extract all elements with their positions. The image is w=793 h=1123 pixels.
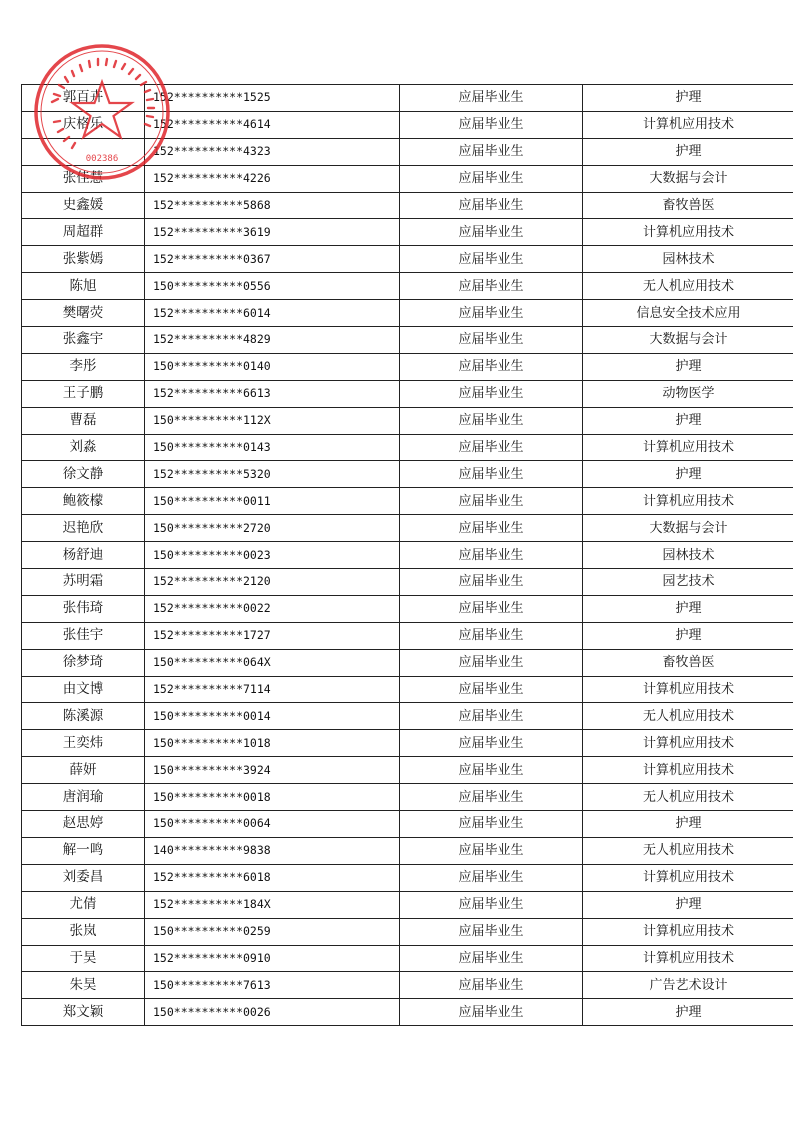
major-cell: 畜牧兽医 bbox=[583, 649, 793, 676]
category-cell: 应届毕业生 bbox=[400, 999, 583, 1026]
table-row bbox=[22, 757, 793, 784]
major-cell: 无人机应用技术 bbox=[583, 273, 793, 300]
id-number-cell: 150**********0140 bbox=[145, 353, 400, 380]
id-number-cell: 152**********3619 bbox=[145, 219, 400, 246]
name-cell: 陈旭 bbox=[22, 273, 145, 300]
major-cell: 无人机应用技术 bbox=[583, 837, 793, 864]
major-cell: 广告艺术设计 bbox=[583, 972, 793, 999]
category-cell: 应届毕业生 bbox=[400, 891, 583, 918]
major-cell: 护理 bbox=[583, 595, 793, 622]
id-number-cell: 152**********5868 bbox=[145, 192, 400, 219]
major-cell: 大数据与会计 bbox=[583, 165, 793, 192]
category-cell: 应届毕业生 bbox=[400, 569, 583, 596]
name-cell: 王奕炜 bbox=[22, 730, 145, 757]
major-cell: 计算机应用技术 bbox=[583, 757, 793, 784]
table-row bbox=[22, 353, 793, 380]
id-number-cell: 152**********6613 bbox=[145, 380, 400, 407]
major-cell: 无人机应用技术 bbox=[583, 784, 793, 811]
category-cell: 应届毕业生 bbox=[400, 165, 583, 192]
category-cell: 应届毕业生 bbox=[400, 488, 583, 515]
id-number-cell: 150**********0556 bbox=[145, 273, 400, 300]
major-cell: 大数据与会计 bbox=[583, 515, 793, 542]
major-cell: 护理 bbox=[583, 353, 793, 380]
category-cell: 应届毕业生 bbox=[400, 219, 583, 246]
table-row bbox=[22, 891, 793, 918]
major-cell: 园林技术 bbox=[583, 542, 793, 569]
table-row bbox=[22, 246, 793, 273]
name-cell: 唐润瑜 bbox=[22, 784, 145, 811]
major-cell: 动物医学 bbox=[583, 380, 793, 407]
category-cell: 应届毕业生 bbox=[400, 300, 583, 327]
name-cell: 解一鸣 bbox=[22, 837, 145, 864]
table-row bbox=[22, 569, 793, 596]
name-cell: 张鑫宇 bbox=[22, 327, 145, 354]
table-row bbox=[22, 945, 793, 972]
id-number-cell: 152**********184X bbox=[145, 891, 400, 918]
major-cell: 护理 bbox=[583, 407, 793, 434]
category-cell: 应届毕业生 bbox=[400, 192, 583, 219]
id-number-cell: 152**********4829 bbox=[145, 327, 400, 354]
category-cell: 应届毕业生 bbox=[400, 622, 583, 649]
id-number-cell: 152**********0910 bbox=[145, 945, 400, 972]
major-cell: 护理 bbox=[583, 891, 793, 918]
table-row bbox=[22, 999, 793, 1026]
id-number-cell: 152**********5320 bbox=[145, 461, 400, 488]
major-cell: 计算机应用技术 bbox=[583, 945, 793, 972]
name-cell: 庆格乐 bbox=[22, 111, 145, 138]
name-cell: 张佳慧 bbox=[22, 165, 145, 192]
major-cell: 无人机应用技术 bbox=[583, 703, 793, 730]
id-number-cell: 150**********0064 bbox=[145, 811, 400, 838]
name-cell bbox=[22, 138, 145, 165]
table-row bbox=[22, 811, 793, 838]
id-number-cell: 152**********0022 bbox=[145, 595, 400, 622]
name-cell: 刘淼 bbox=[22, 434, 145, 461]
category-cell: 应届毕业生 bbox=[400, 327, 583, 354]
id-number-cell: 150**********7613 bbox=[145, 972, 400, 999]
table-row bbox=[22, 837, 793, 864]
category-cell: 应届毕业生 bbox=[400, 837, 583, 864]
table-row bbox=[22, 515, 793, 542]
id-number-cell: 152**********6014 bbox=[145, 300, 400, 327]
major-cell: 护理 bbox=[583, 85, 793, 112]
name-cell: 苏明霜 bbox=[22, 569, 145, 596]
id-number-cell: 152**********7114 bbox=[145, 676, 400, 703]
id-number-cell: 152**********2120 bbox=[145, 569, 400, 596]
name-cell: 张佳宇 bbox=[22, 622, 145, 649]
category-cell: 应届毕业生 bbox=[400, 811, 583, 838]
name-cell: 于昊 bbox=[22, 945, 145, 972]
name-cell: 由文博 bbox=[22, 676, 145, 703]
category-cell: 应届毕业生 bbox=[400, 461, 583, 488]
table-row bbox=[22, 219, 793, 246]
category-cell: 应届毕业生 bbox=[400, 515, 583, 542]
table-row bbox=[22, 461, 793, 488]
id-number-cell: 150**********0026 bbox=[145, 999, 400, 1026]
id-number-cell: 152**********4323 bbox=[145, 138, 400, 165]
category-cell: 应届毕业生 bbox=[400, 864, 583, 891]
category-cell: 应届毕业生 bbox=[400, 111, 583, 138]
id-number-cell: 150**********0259 bbox=[145, 918, 400, 945]
table-row bbox=[22, 595, 793, 622]
major-cell: 护理 bbox=[583, 138, 793, 165]
table-row bbox=[22, 703, 793, 730]
category-cell: 应届毕业生 bbox=[400, 703, 583, 730]
table-row bbox=[22, 649, 793, 676]
name-cell: 刘委昌 bbox=[22, 864, 145, 891]
table-row bbox=[22, 273, 793, 300]
table-row bbox=[22, 730, 793, 757]
name-cell: 迟艳欣 bbox=[22, 515, 145, 542]
major-cell: 信息安全技术应用 bbox=[583, 300, 793, 327]
major-cell: 计算机应用技术 bbox=[583, 219, 793, 246]
table-row bbox=[22, 380, 793, 407]
id-number-cell: 152**********1525 bbox=[145, 85, 400, 112]
id-number-cell: 150**********064X bbox=[145, 649, 400, 676]
category-cell: 应届毕业生 bbox=[400, 649, 583, 676]
table-row bbox=[22, 138, 793, 165]
table-row bbox=[22, 85, 793, 112]
category-cell: 应届毕业生 bbox=[400, 945, 583, 972]
name-cell: 史鑫媛 bbox=[22, 192, 145, 219]
category-cell: 应届毕业生 bbox=[400, 85, 583, 112]
name-cell: 郭百卉 bbox=[22, 85, 145, 112]
major-cell: 计算机应用技术 bbox=[583, 488, 793, 515]
table-row bbox=[22, 327, 793, 354]
name-cell: 赵思婷 bbox=[22, 811, 145, 838]
table-row bbox=[22, 434, 793, 461]
id-number-cell: 150**********0011 bbox=[145, 488, 400, 515]
major-cell: 护理 bbox=[583, 999, 793, 1026]
major-cell: 计算机应用技术 bbox=[583, 111, 793, 138]
major-cell: 计算机应用技术 bbox=[583, 434, 793, 461]
category-cell: 应届毕业生 bbox=[400, 273, 583, 300]
name-cell: 张紫嫣 bbox=[22, 246, 145, 273]
name-cell: 杨舒迪 bbox=[22, 542, 145, 569]
name-cell: 陈溪源 bbox=[22, 703, 145, 730]
table-row bbox=[22, 542, 793, 569]
table-row bbox=[22, 864, 793, 891]
id-number-cell: 150**********0018 bbox=[145, 784, 400, 811]
major-cell: 护理 bbox=[583, 622, 793, 649]
table-row bbox=[22, 111, 793, 138]
major-cell: 护理 bbox=[583, 811, 793, 838]
name-cell: 张伟琦 bbox=[22, 595, 145, 622]
category-cell: 应届毕业生 bbox=[400, 676, 583, 703]
table-row bbox=[22, 972, 793, 999]
category-cell: 应届毕业生 bbox=[400, 434, 583, 461]
major-cell: 大数据与会计 bbox=[583, 327, 793, 354]
major-cell: 计算机应用技术 bbox=[583, 918, 793, 945]
name-cell: 曹磊 bbox=[22, 407, 145, 434]
name-cell: 徐文静 bbox=[22, 461, 145, 488]
category-cell: 应届毕业生 bbox=[400, 595, 583, 622]
category-cell: 应届毕业生 bbox=[400, 353, 583, 380]
name-cell: 周超群 bbox=[22, 219, 145, 246]
id-number-cell: 150**********3924 bbox=[145, 757, 400, 784]
name-cell: 鲍筱檬 bbox=[22, 488, 145, 515]
id-number-cell: 152**********0367 bbox=[145, 246, 400, 273]
major-cell: 畜牧兽医 bbox=[583, 192, 793, 219]
table-body bbox=[22, 85, 793, 1026]
category-cell: 应届毕业生 bbox=[400, 138, 583, 165]
id-number-cell: 152**********6018 bbox=[145, 864, 400, 891]
personnel-table bbox=[21, 84, 793, 1026]
id-number-cell: 150**********2720 bbox=[145, 515, 400, 542]
name-cell: 李彤 bbox=[22, 353, 145, 380]
table-row bbox=[22, 622, 793, 649]
name-cell: 徐梦琦 bbox=[22, 649, 145, 676]
id-number-cell: 150**********0023 bbox=[145, 542, 400, 569]
name-cell: 张岚 bbox=[22, 918, 145, 945]
category-cell: 应届毕业生 bbox=[400, 542, 583, 569]
table-row bbox=[22, 676, 793, 703]
major-cell: 园林技术 bbox=[583, 246, 793, 273]
name-cell: 郑文颖 bbox=[22, 999, 145, 1026]
major-cell: 园艺技术 bbox=[583, 569, 793, 596]
table-row bbox=[22, 784, 793, 811]
table-row bbox=[22, 407, 793, 434]
table-row bbox=[22, 165, 793, 192]
category-cell: 应届毕业生 bbox=[400, 757, 583, 784]
category-cell: 应届毕业生 bbox=[400, 380, 583, 407]
id-number-cell: 150**********0143 bbox=[145, 434, 400, 461]
table-row bbox=[22, 300, 793, 327]
name-cell: 王子鹏 bbox=[22, 380, 145, 407]
category-cell: 应届毕业生 bbox=[400, 407, 583, 434]
id-number-cell: 150**********112X bbox=[145, 407, 400, 434]
id-number-cell: 150**********1018 bbox=[145, 730, 400, 757]
major-cell: 计算机应用技术 bbox=[583, 864, 793, 891]
name-cell: 朱昊 bbox=[22, 972, 145, 999]
major-cell: 计算机应用技术 bbox=[583, 730, 793, 757]
id-number-cell: 152**********4614 bbox=[145, 111, 400, 138]
category-cell: 应届毕业生 bbox=[400, 918, 583, 945]
category-cell: 应届毕业生 bbox=[400, 246, 583, 273]
major-cell: 护理 bbox=[583, 461, 793, 488]
category-cell: 应届毕业生 bbox=[400, 784, 583, 811]
id-number-cell: 150**********0014 bbox=[145, 703, 400, 730]
id-number-cell: 140**********9838 bbox=[145, 837, 400, 864]
id-number-cell: 152**********1727 bbox=[145, 622, 400, 649]
table-row bbox=[22, 192, 793, 219]
table-row bbox=[22, 918, 793, 945]
seal-number-text: 002386 bbox=[85, 154, 119, 164]
category-cell: 应届毕业生 bbox=[400, 730, 583, 757]
id-number-cell: 152**********4226 bbox=[145, 165, 400, 192]
name-cell: 薛妍 bbox=[22, 757, 145, 784]
category-cell: 应届毕业生 bbox=[400, 972, 583, 999]
table-row bbox=[22, 488, 793, 515]
name-cell: 尤倩 bbox=[22, 891, 145, 918]
name-cell: 樊曙荧 bbox=[22, 300, 145, 327]
major-cell: 计算机应用技术 bbox=[583, 676, 793, 703]
